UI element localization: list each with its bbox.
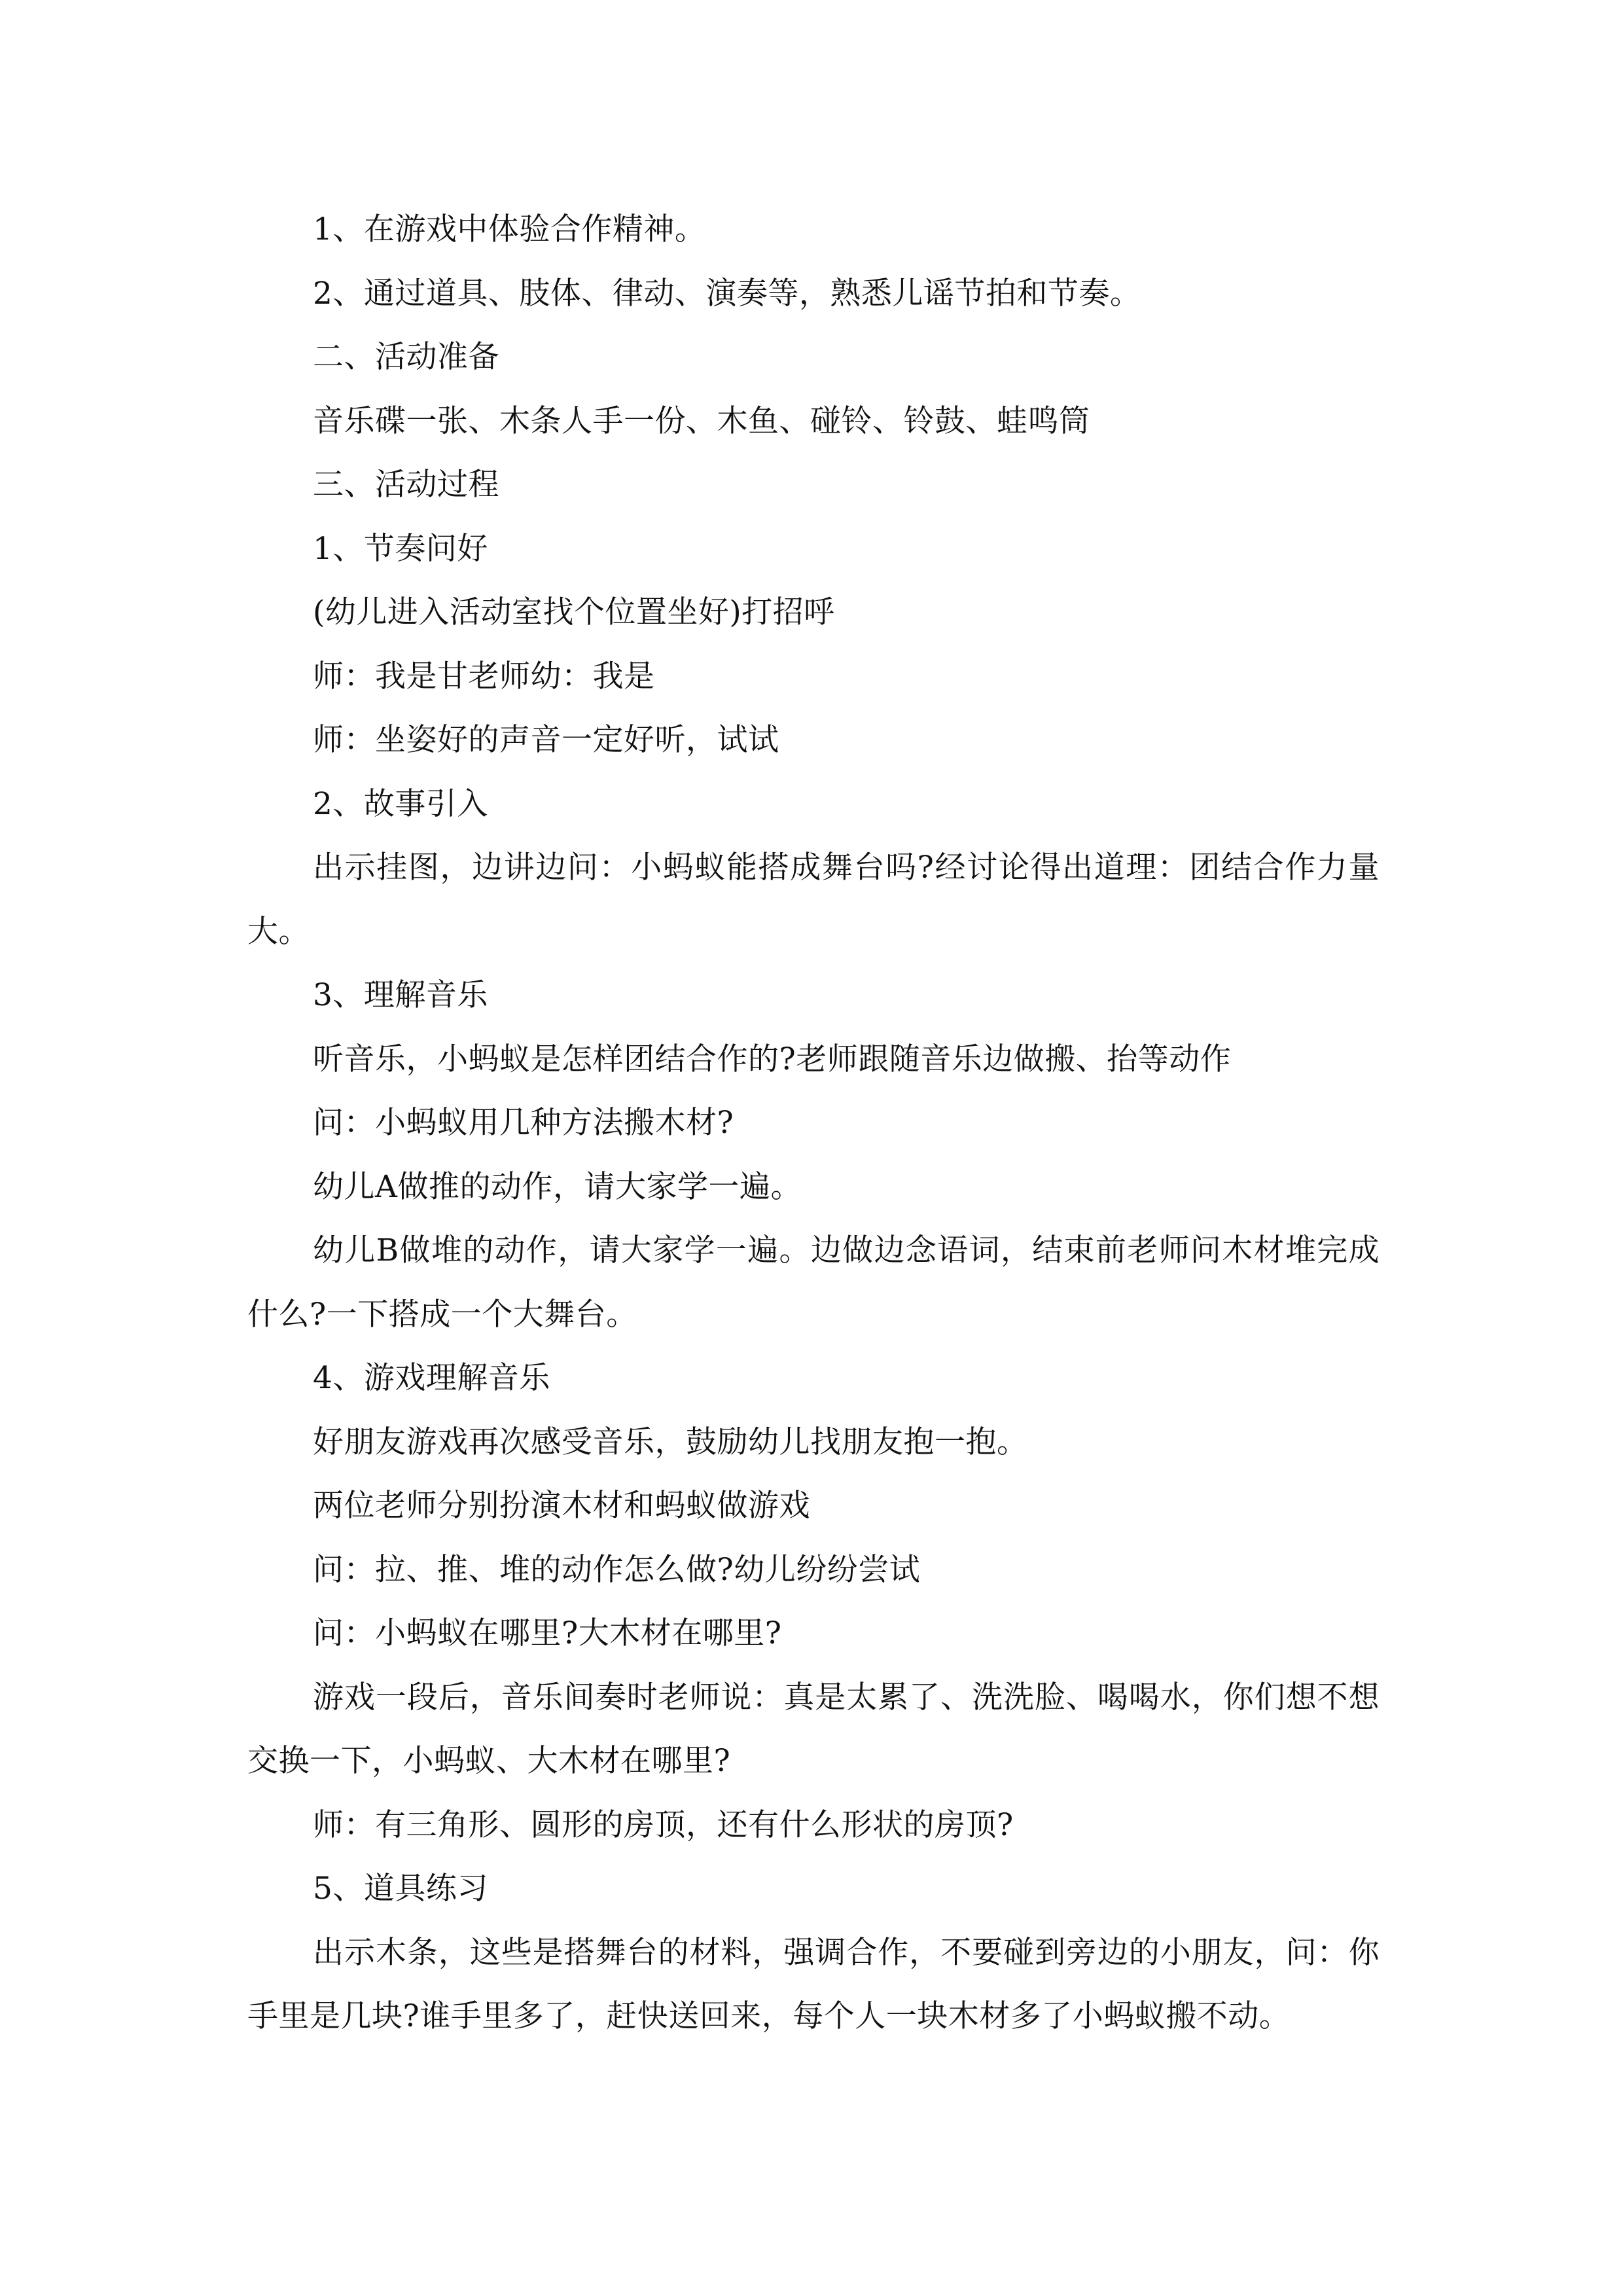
question-line-3: 问：小蚂蚁在哪里?大木材在哪里? [313, 1615, 782, 1651]
paragraph-greeting: (幼儿进入活动室找个位置坐好)打招呼 [313, 594, 835, 630]
dialogue-line-3: 师：有三角形、圆形的房顶，还有什么形状的房顶? [313, 1806, 1014, 1843]
paragraph-listen: 听音乐，小蚂蚁是怎样团结合作的?老师跟随音乐边做搬、抬等动作 [313, 1041, 1232, 1077]
section-heading-preparation: 二、活动准备 [313, 339, 499, 375]
document-body [247, 198, 1380, 2049]
step-heading-4: 4、游戏理解音乐 [313, 1360, 550, 1396]
dialogue-line-2: 师：坐姿好的声音一定好听，试试 [313, 722, 779, 758]
section-heading-process: 三、活动过程 [313, 467, 499, 503]
paragraph-child-b: 幼儿B做堆的动作，请大家学一遍。边做边念语词，结束前老师问木材堆完成什么?一下搭成一个大舞台。 [247, 1232, 1380, 1333]
paragraph-child-a: 幼儿A做推的动作，请大家学一遍。 [313, 1168, 802, 1205]
step-heading-1: 1、节奏问好 [313, 530, 488, 567]
step-heading-3: 3、理解音乐 [313, 977, 488, 1013]
paragraph-materials: 音乐碟一张、木条人手一份、木鱼、碰铃、铃鼓、蛙鸣筒 [313, 403, 1090, 439]
dialogue-line-1: 师：我是甘老师幼：我是 [313, 658, 655, 694]
paragraph-friends-game: 好朋友游戏再次感受音乐，鼓励幼儿找朋友抱一抱。 [313, 1424, 1028, 1460]
paragraph-props: 出示木条，这些是搭舞台的材料，强调合作，不要碰到旁边的小朋友，问：你手里是几块?谁手里多了，赶快送回来，每个人一块木材多了小蚂蚁搬不动。 [247, 1934, 1380, 2034]
paragraph-goal-2: 2、通过道具、肢体、律动、演奏等，熟悉儿谣节拍和节奏。 [313, 275, 1141, 312]
step-heading-5: 5、道具练习 [313, 1871, 488, 1907]
paragraph-story: 出示挂图，边讲边问：小蚂蚁能搭成舞台吗?经讨论得出道理：团结合作力量大。 [247, 850, 1380, 950]
question-line-1: 问：小蚂蚁用几种方法搬木材? [313, 1105, 734, 1141]
paragraph-interlude: 游戏一段后，音乐间奏时老师说：真是太累了、洗洗脸、喝喝水，你们想不想交换一下，小蚂蚁、大木材在哪里? [247, 1679, 1380, 1779]
paragraph-teachers-play: 两位老师分别扮演木材和蚂蚁做游戏 [313, 1488, 810, 1524]
paragraph-goal-1: 1、在游戏中体验合作精神。 [313, 211, 706, 247]
step-heading-2: 2、故事引入 [313, 785, 488, 822]
question-line-2: 问：拉、推、堆的动作怎么做?幼儿纷纷尝试 [313, 1551, 921, 1588]
